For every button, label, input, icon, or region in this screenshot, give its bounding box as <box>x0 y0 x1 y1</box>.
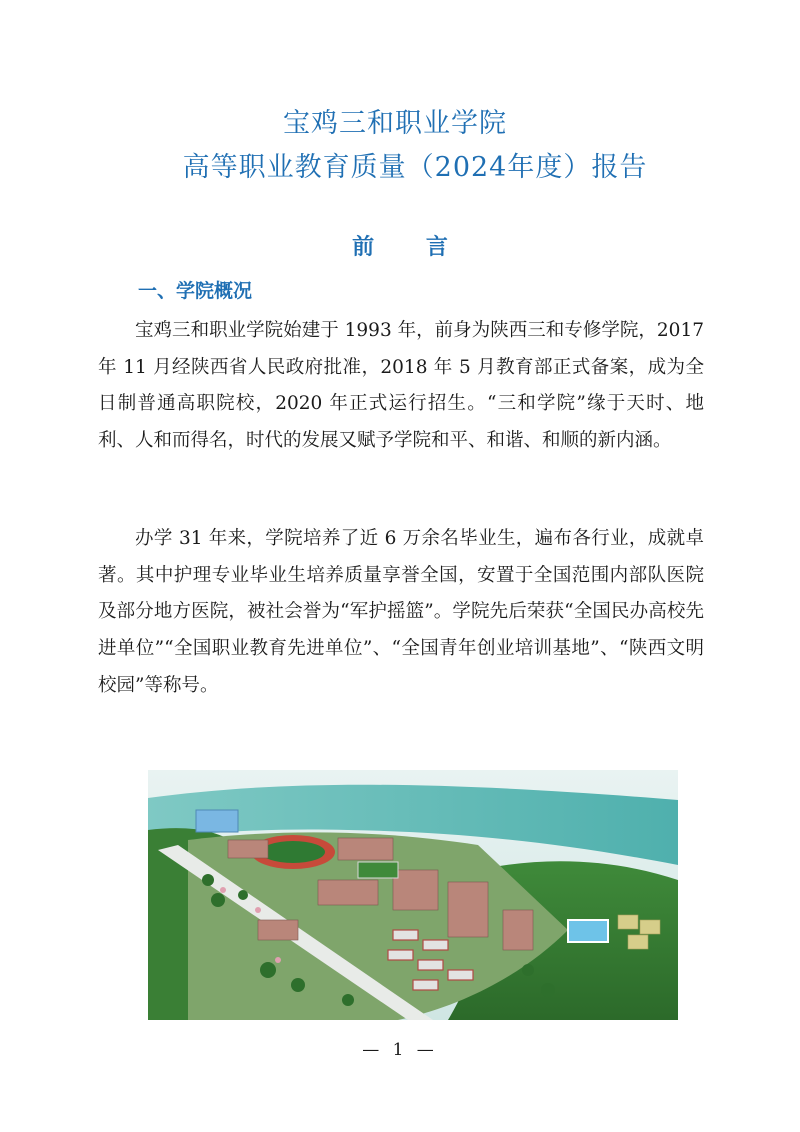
football-field <box>261 841 325 863</box>
blue-roof-building <box>196 810 238 832</box>
section-heading-overview: 一、学院概况 <box>138 280 253 302</box>
campus-aerial-illustration <box>148 770 678 1020</box>
courtyard-lawn <box>358 862 398 878</box>
preface-heading: 前 言 <box>352 234 470 260</box>
report-title-line-1: 宝鸡三和职业学院 <box>283 108 507 139</box>
swimming-pool <box>568 920 608 942</box>
report-title-line-2: 高等职业教育质量（2024年度）报告 <box>182 152 648 183</box>
paragraph-history: 宝鸡三和职业学院始建于 1993 年，前身为陕西三和专修学院，2017 年 11 月经陕西省人民政府批准，2018 年 5 月教育部正式备案，成为全日制普通高职院校，2020 年正式运行招生。“三和学院”缘于天时、地利、人和而得名，时代的发展又赋予学院和平、和谐、和顺的新内涵。 <box>98 320 704 452</box>
paragraph-achievements: 办学 31 年来，学院培养了近 6 万余名毕业生，遍布各行业，成就卓著。其中护理专业毕业生培养质量享誉全国，安置于全国范围内部队医院及部分地方医院，被社会誉为“军护摇篮”。学院先后荣获“全国民办高校先进单位”“全国职业教育先进单位”、“全国青年创业培训基地”、“陕西文明校园”等称号。 <box>98 528 704 696</box>
page-number: — 1 — <box>362 1040 438 1060</box>
